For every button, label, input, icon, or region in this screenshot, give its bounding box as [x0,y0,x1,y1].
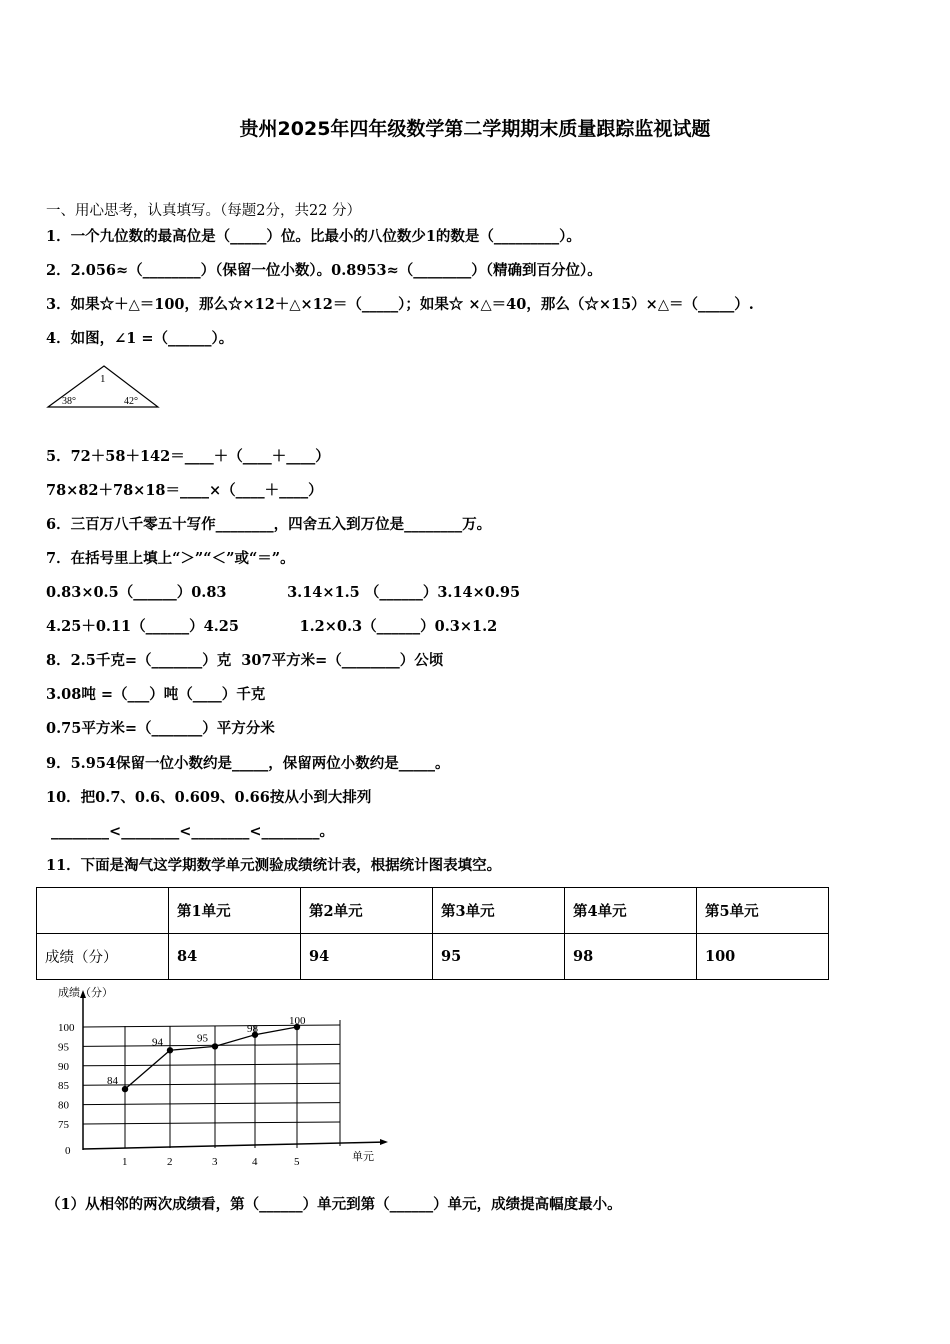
data-label: 84 [107,1075,118,1088]
data-label: 95 [197,1032,208,1045]
table-row [37,934,829,980]
grid-line-h [83,1064,340,1066]
question-line: 6．三百万八千零五十写作________，四舍五入到万位是________万。 [46,516,492,533]
y-tick-label: 0 [65,1145,71,1157]
table-cell: 98 [565,934,697,980]
question-11-1: （1）从相邻的两次成绩看，第（______）单元到第（______）单元，成绩提高幅度最小。 [46,1196,622,1213]
question-line: 8．2.5千克=（_______）克 307平方米=（________）公顷 [46,652,444,669]
y-tick-label: 75 [58,1119,69,1131]
question-line: 11．下面是淘气这学期数学单元测验成绩统计表，根据统计图表填空。 [46,857,502,874]
table-cell: 第3单元 [433,888,565,934]
x-tick-label: 2 [167,1156,173,1168]
table-cell: 100 [697,934,829,980]
table-cell: 94 [301,934,433,980]
page-title: 贵州2025年四年级数学第二学期期末质量跟踪监视试题 [239,118,711,140]
question-line: 10．把0.7、0.6、0.609、0.66按从小到大排列 [46,789,372,806]
grid-line-h [83,1083,340,1085]
y-tick-label: 80 [58,1099,69,1112]
data-point [167,1047,173,1053]
table-cell: 95 [433,934,565,980]
data-label: 94 [152,1036,163,1049]
table-cell: 第4单元 [565,888,697,934]
table-cell: 第5单元 [697,888,829,934]
question-line: 4.25＋0.11（______）4.25 1.2×0.3（______）0.3×1.2 [46,618,498,635]
score-line-chart [40,982,410,1172]
question-line: 3.08吨 =（___）吨（____）千克 [46,686,266,703]
question-line: 5．72＋58＋142＝____＋（____＋____） [46,448,330,465]
x-tick-label: 1 [122,1156,128,1168]
triangle-figure [44,362,164,412]
x-axis-label: 单元 [352,1151,374,1163]
question-line: ________<________<________<________。 [46,823,334,840]
series-line [125,1027,297,1089]
section-heading: 一、用心思考，认真填写。（每题2分，共22 分） [46,203,362,219]
angle-42-label: 42° [124,396,138,407]
data-point [212,1043,218,1049]
table-cell: 第2单元 [301,888,433,934]
x-axis-arrow [380,1139,388,1145]
angle-38-label: 38° [62,396,76,407]
data-label: 100 [289,1015,306,1027]
table-cell: 第1单元 [169,888,301,934]
question-line: 1．一个九位数的最高位是（_____）位。比最小的八位数少1的数是（_________）。 [46,228,581,245]
table-cell: 成绩（分） [37,934,169,980]
question-line: 2．2.056≈（________）（保留一位小数）。0.8953≈（________）（精确到百分位）。 [46,262,602,279]
grid-line-h [83,1103,340,1105]
x-tick-label: 4 [252,1156,258,1168]
question-line: 78×82＋78×18＝____×（____＋____） [46,482,323,499]
y-tick-label: 85 [58,1080,69,1093]
y-tick-label: 100 [58,1022,75,1034]
table-header-row [37,888,829,934]
question-line: 7．在括号里上填上“＞”“＜”或“＝”。 [46,550,295,567]
question-line: 0.83×0.5（______）0.83 3.14×1.5 （______）3.14×0.95 [46,584,521,601]
table-cell [37,888,169,934]
question-line: 0.75平方米=（_______）平方分米 [46,720,275,737]
y-tick-label: 95 [58,1041,69,1054]
question-line: 4．如图，∠1 =（______）。 [46,330,234,347]
x-tick-label: 5 [294,1156,300,1168]
table-cell: 84 [169,934,301,980]
data-point [122,1086,128,1092]
y-axis-label: 成绩（分） [58,987,113,999]
data-label: 98 [247,1022,258,1035]
grid-line-h [83,1122,340,1124]
y-tick-label: 90 [58,1060,69,1073]
angle-1-label: 1 [100,373,106,385]
question-line: 9．5.954保留一位小数约是_____，保留两位小数约是_____。 [46,755,450,772]
score-table [36,887,829,980]
question-line: 3．如果☆＋△＝100，那么☆×12＋△×12＝（_____）；如果☆ ×△＝40，那么（☆×15）×△＝（_____）. [46,296,754,313]
x-tick-label: 3 [212,1156,218,1168]
